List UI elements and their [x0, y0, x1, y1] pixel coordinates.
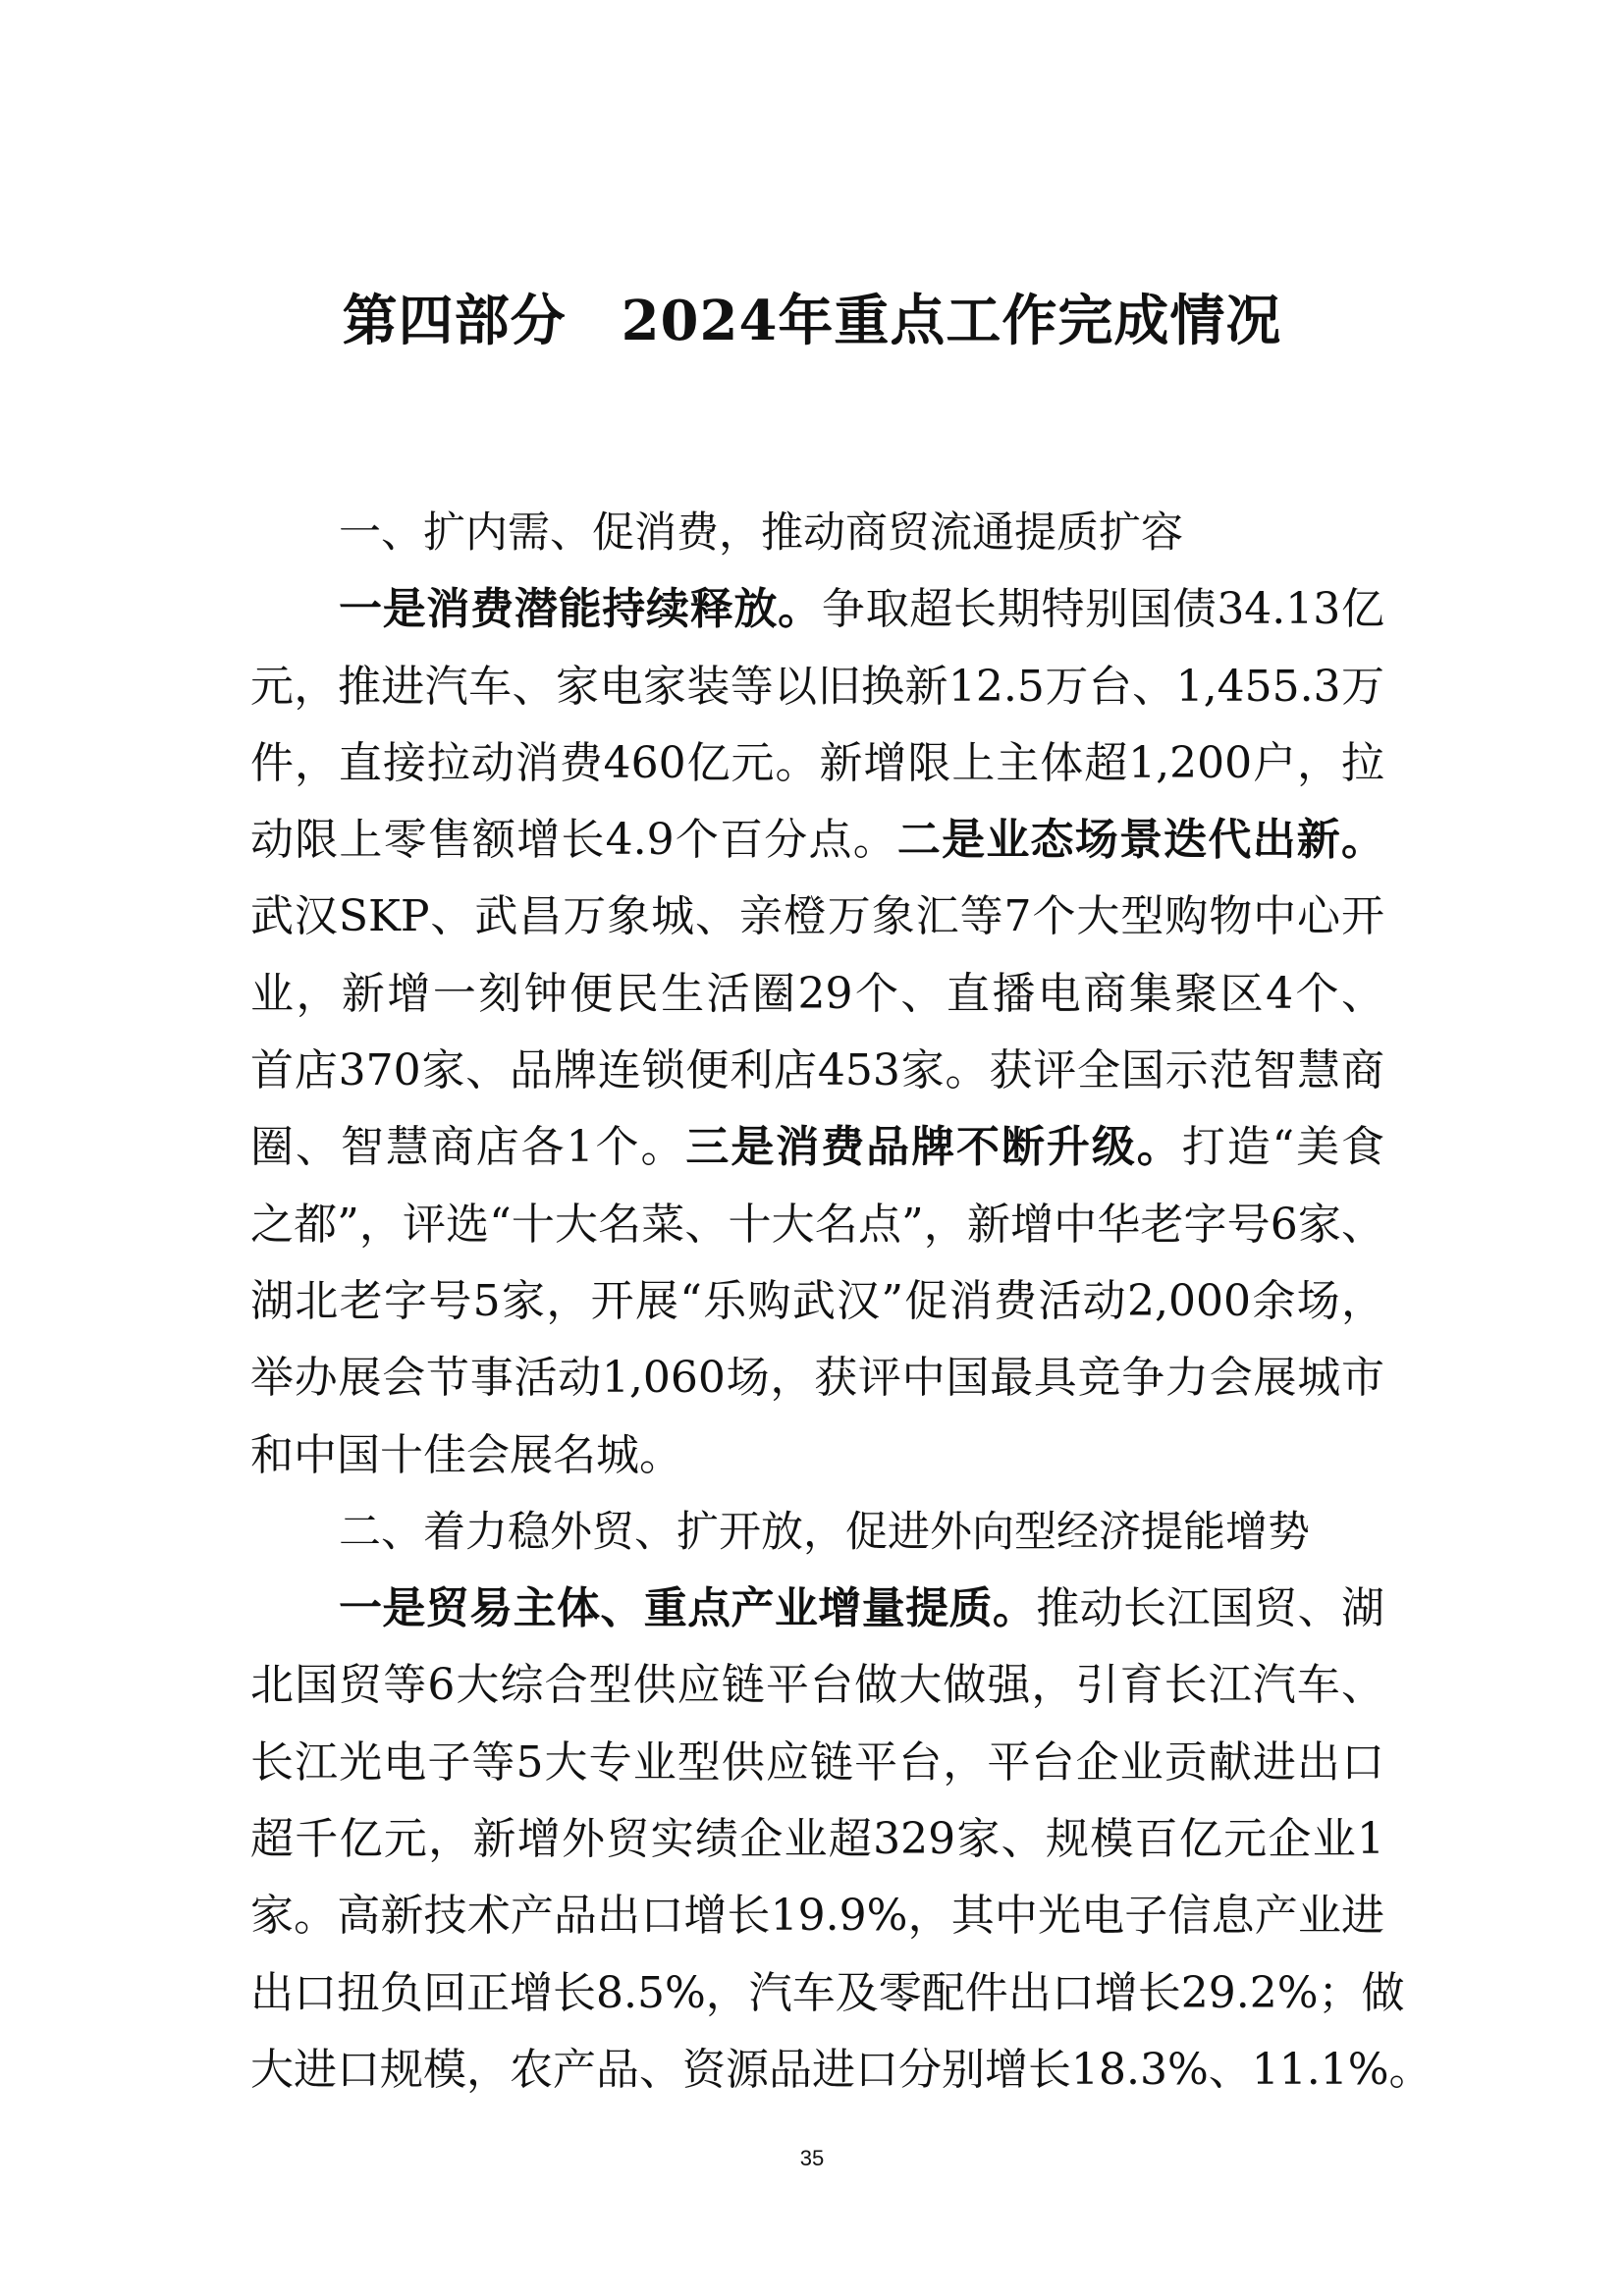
paragraph-line: [250, 725, 1384, 802]
paragraph-line: [250, 1955, 1405, 2032]
paragraph-line: [250, 1725, 1384, 1801]
paragraph-line: [250, 1878, 1384, 1954]
paragraph-line: [250, 1033, 1384, 1109]
body-text: 元，推进汽车、家电家装等以旧换新12.5万台、1,455.3万: [250, 661, 1384, 712]
paragraph-line: [250, 956, 1384, 1033]
paragraph-line: [250, 2032, 1433, 2109]
paragraph-line: [250, 1109, 1384, 1186]
paragraph-line: [250, 879, 1384, 955]
title-part: 第四部分: [342, 289, 567, 353]
body-text: 动限上零售额增长4.9个百分点。: [250, 815, 897, 866]
paragraph-line: [250, 802, 1384, 879]
paragraph-line: [250, 649, 1384, 725]
body-text: 出口扭负回正增长8.5%，汽车及零配件出口增长29.2%；做: [250, 1967, 1405, 2018]
bold-lead-phrase: 一是消费潜能持续释放。: [339, 584, 822, 635]
body-text: 超千亿元，新增外贸实绩企业超329家、规模百亿元企业1: [250, 1814, 1384, 1865]
document-body: [250, 495, 1433, 2109]
body-text: 长江光电子等5大专业型供应链平台，平台企业贡献进出口: [250, 1736, 1384, 1788]
paragraph-line: [250, 1647, 1384, 1724]
body-text: 之都”，评选“十大名菜、十大名点”，新增中华老字号6家、: [250, 1199, 1384, 1250]
body-text: 家。高新技术产品出口增长19.9%，其中光电子信息产业进: [250, 1891, 1384, 1942]
title-text: 2024年重点工作完成情况: [621, 289, 1282, 353]
page-number: 35: [799, 2146, 825, 2170]
body-text: 圈、智慧商店各1个。: [250, 1122, 686, 1173]
body-text: 举办展会节事活动1,060场，获评中国最具竞争力会展城市: [250, 1353, 1384, 1404]
paragraph-line: [250, 1340, 1384, 1416]
body-text: 湖北老字号5家，开展“乐购武汉”促消费活动2,000余场，: [250, 1275, 1384, 1326]
bold-lead-phrase: 二是业态场景迭代出新。: [896, 815, 1384, 866]
paragraph-line: [250, 1571, 1384, 1647]
section-heading: 二、着力稳外贸、扩开放，促进外向型经济提能增势: [339, 1507, 1310, 1557]
bold-lead-phrase: 三是消费品牌不断升级。: [685, 1122, 1182, 1173]
paragraph-line: [250, 1801, 1384, 1878]
body-text: 大进口规模，农产品、资源品进口分别增长18.3%、11.1%。: [250, 2044, 1433, 2095]
paragraph-line: [250, 1417, 1384, 1494]
paragraph-line: [250, 571, 1384, 648]
body-text: 打造“美食: [1181, 1122, 1385, 1173]
body-text: 北国贸等6大综合型供应链平台做大做强，引育长江汽车、: [250, 1660, 1384, 1711]
body-text: 武汉SKP、武昌万象城、亲橙万象汇等7个大型购物中心开: [250, 891, 1384, 942]
body-text: 件，直接拉动消费460亿元。新增限上主体超1,200户，拉: [250, 737, 1384, 788]
body-text: 和中国十佳会展名城。: [250, 1429, 682, 1480]
body-text: 业，新增一刻钟便民生活圈29个、直播电商集聚区4个、: [250, 968, 1384, 1019]
body-text: 首店370家、品牌连锁便利店453家。获评全国示范智慧商: [250, 1045, 1384, 1096]
page-title: [0, 285, 1624, 357]
section-heading: 一、扩内需、促消费，推动商贸流通提质扩容: [339, 508, 1183, 558]
paragraph-line: [250, 1263, 1384, 1340]
paragraph-line: [250, 1187, 1384, 1263]
body-text: 推动长江国贸、湖: [1036, 1583, 1385, 1634]
body-text: 争取超长期特别国债34.13亿: [821, 584, 1384, 635]
bold-lead-phrase: 一是贸易主体、重点产业增量提质。: [339, 1583, 1037, 1634]
